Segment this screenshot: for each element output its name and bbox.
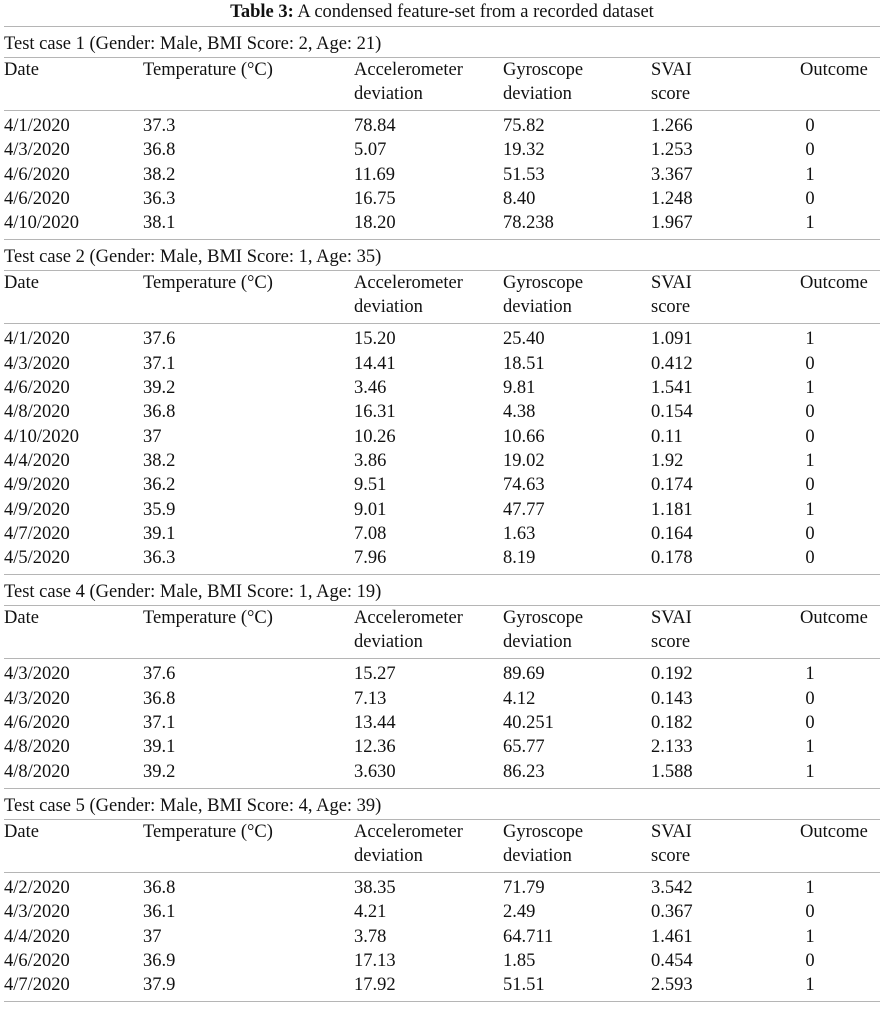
header-label: score [651, 297, 691, 318]
date-cell: 4/7/2020 [4, 975, 70, 996]
svai-cell: 3.542 [651, 877, 693, 898]
svai-cell: 0.367 [651, 902, 693, 923]
gyroscope-cell: 18.51 [503, 353, 545, 374]
header-label: Gyroscope [503, 608, 584, 629]
header-accelerometer [354, 606, 463, 654]
header-svai [651, 820, 692, 868]
accelerometer-cell: 15.20 [354, 329, 396, 350]
header-date [4, 820, 39, 844]
header-gyroscope [503, 606, 583, 654]
table-row [0, 376, 884, 400]
accelerometer-cell: 4.21 [354, 902, 387, 923]
header-label: deviation [503, 845, 572, 866]
gyroscope-cell: 65.77 [503, 737, 545, 758]
test-case-title: Test case 1 (Gender: Male, BMI Score: 2, Age: 21) [4, 34, 382, 54]
header-temperature [143, 606, 273, 630]
caption-text: A condensed feature-set from a recorded dataset [293, 2, 654, 22]
date-cell: 4/10/2020 [4, 213, 80, 234]
gyroscope-cell: 19.32 [503, 140, 545, 161]
table-row [0, 522, 884, 546]
svai-cell: 1.253 [651, 140, 693, 161]
outcome-cell: 0 [805, 548, 815, 569]
table-row [0, 187, 884, 211]
gyroscope-cell: 2.49 [503, 902, 536, 923]
gyroscope-cell: 8.19 [503, 548, 536, 569]
outcome-cell: 1 [805, 213, 815, 234]
feature-table [0, 26, 884, 1002]
temperature-cell: 37.9 [143, 975, 176, 996]
gyroscope-cell: 71.79 [503, 877, 545, 898]
temperature-cell: 38.2 [143, 164, 176, 185]
temperature-cell: 36.2 [143, 475, 176, 496]
accelerometer-cell: 11.69 [354, 164, 395, 185]
header-accelerometer [354, 58, 463, 106]
outcome-cell: 0 [805, 523, 815, 544]
column-header-row [0, 606, 884, 658]
table-row [0, 138, 884, 162]
header-label: deviation [354, 297, 423, 318]
svai-cell: 3.367 [651, 164, 693, 185]
accelerometer-cell: 38.35 [354, 877, 396, 898]
table-row [0, 711, 884, 735]
svai-cell: 0.11 [651, 426, 683, 447]
outcome-cell: 0 [805, 426, 815, 447]
header-label: score [651, 84, 691, 104]
header-temperature [143, 271, 273, 295]
accelerometer-cell: 3.630 [354, 761, 396, 782]
temperature-cell: 36.8 [143, 877, 176, 898]
header-outcome [800, 820, 868, 844]
svai-cell: 0.164 [651, 523, 693, 544]
svai-cell: 0.154 [651, 402, 693, 423]
header-label: Accelerometer [354, 821, 463, 842]
date-cell: 4/6/2020 [4, 713, 70, 734]
gyroscope-cell: 1.63 [503, 523, 536, 544]
date-cell: 4/3/2020 [4, 353, 70, 374]
accelerometer-cell: 16.31 [354, 402, 396, 423]
header-label: Temperature (°C) [143, 608, 273, 629]
outcome-cell: 0 [805, 402, 815, 423]
temperature-cell: 36.1 [143, 902, 176, 923]
gyroscope-cell: 19.02 [503, 450, 545, 471]
header-date [4, 606, 39, 630]
header-label: score [651, 632, 691, 653]
date-cell: 4/10/2020 [4, 426, 80, 447]
header-label: deviation [354, 845, 423, 866]
header-label: Gyroscope [503, 821, 584, 842]
header-label: Outcome [800, 821, 868, 842]
table-row [0, 925, 884, 949]
accelerometer-cell: 17.13 [354, 950, 396, 971]
outcome-cell: 1 [805, 737, 815, 758]
outcome-cell: 1 [805, 329, 815, 350]
gyroscope-cell: 4.38 [503, 402, 536, 423]
temperature-cell: 36.8 [143, 688, 176, 709]
header-accelerometer [354, 271, 463, 319]
header-label: deviation [503, 84, 572, 104]
test-case-section [0, 788, 884, 1001]
svai-cell: 0.412 [651, 353, 693, 374]
svai-cell: 0.174 [651, 475, 693, 496]
accelerometer-cell: 16.75 [354, 188, 396, 209]
table-row [0, 425, 884, 449]
date-cell: 4/7/2020 [4, 523, 70, 544]
header-label: deviation [503, 297, 572, 318]
header-label: Accelerometer [354, 60, 463, 80]
header-gyroscope [503, 820, 583, 868]
test-case-title: Test case 2 (Gender: Male, BMI Score: 1, Age: 35) [4, 247, 382, 268]
date-cell: 4/6/2020 [4, 378, 70, 399]
header-label: deviation [503, 632, 572, 653]
accelerometer-cell: 3.78 [354, 926, 387, 947]
accelerometer-cell: 17.92 [354, 975, 396, 996]
gyroscope-cell: 51.51 [503, 975, 545, 996]
test-case-section [0, 26, 884, 239]
accelerometer-cell: 3.46 [354, 378, 387, 399]
svai-cell: 1.266 [651, 116, 693, 136]
test-case-section [0, 239, 884, 574]
temperature-cell: 39.2 [143, 378, 176, 399]
test-case-title: Test case 5 (Gender: Male, BMI Score: 4, Age: 39) [4, 795, 382, 816]
temperature-cell: 37.1 [143, 353, 176, 374]
date-cell: 4/3/2020 [4, 664, 70, 685]
svai-cell: 1.181 [651, 499, 693, 520]
accelerometer-cell: 9.51 [354, 475, 387, 496]
header-svai [651, 58, 692, 106]
date-cell: 4/6/2020 [4, 188, 70, 209]
table-row [0, 949, 884, 973]
table-row [0, 400, 884, 424]
outcome-cell: 1 [805, 761, 815, 782]
test-case-section [0, 574, 884, 787]
date-cell: 4/4/2020 [4, 450, 70, 471]
date-cell: 4/8/2020 [4, 761, 70, 782]
temperature-cell: 39.1 [143, 523, 176, 544]
svai-cell: 2.133 [651, 737, 693, 758]
header-label: SVAI [651, 273, 692, 294]
table-row [0, 735, 884, 759]
accelerometer-cell: 12.36 [354, 737, 396, 758]
gyroscope-cell: 10.66 [503, 426, 545, 447]
table-row [0, 662, 884, 686]
svai-cell: 1.588 [651, 761, 693, 782]
header-label: Temperature (°C) [143, 273, 273, 294]
column-header-row [0, 820, 884, 872]
table-row [0, 473, 884, 497]
outcome-cell: 1 [805, 664, 815, 685]
date-cell: 4/1/2020 [4, 116, 70, 136]
gyroscope-cell: 4.12 [503, 688, 536, 709]
header-label: Accelerometer [354, 608, 463, 629]
svai-cell: 0.143 [651, 688, 693, 709]
table-row [0, 449, 884, 473]
temperature-cell: 36.3 [143, 188, 176, 209]
header-temperature [143, 58, 273, 82]
gyroscope-cell: 25.40 [503, 329, 545, 350]
svai-cell: 0.192 [651, 664, 693, 685]
temperature-cell: 37 [143, 426, 162, 447]
svai-cell: 1.967 [651, 213, 693, 234]
column-header-row [0, 58, 884, 110]
header-label: Gyroscope [503, 273, 584, 294]
header-outcome [800, 271, 868, 295]
header-label: Temperature (°C) [143, 60, 273, 80]
gyroscope-cell: 1.85 [503, 950, 536, 971]
header-label: Gyroscope [503, 60, 584, 80]
outcome-cell: 0 [805, 353, 815, 374]
temperature-cell: 37.3 [143, 116, 176, 136]
svai-cell: 0.182 [651, 713, 693, 734]
header-outcome [800, 606, 868, 630]
header-label: SVAI [651, 821, 692, 842]
gyroscope-cell: 47.77 [503, 499, 545, 520]
temperature-cell: 36.8 [143, 402, 176, 423]
gyroscope-cell: 74.63 [503, 475, 545, 496]
gyroscope-cell: 75.82 [503, 116, 545, 136]
accelerometer-cell: 78.84 [354, 116, 396, 136]
header-date [4, 58, 39, 82]
header-svai [651, 271, 692, 319]
header-label: SVAI [651, 60, 692, 80]
date-cell: 4/8/2020 [4, 737, 70, 758]
temperature-cell: 37.6 [143, 664, 176, 685]
svai-cell: 1.461 [651, 926, 693, 947]
temperature-cell: 36.3 [143, 548, 176, 569]
gyroscope-cell: 40.251 [503, 713, 554, 734]
header-label: Outcome [800, 608, 868, 629]
table-row [0, 498, 884, 522]
temperature-cell: 38.1 [143, 213, 176, 234]
date-cell: 4/3/2020 [4, 902, 70, 923]
header-label: Temperature (°C) [143, 821, 273, 842]
table-bottom-rule [4, 1001, 880, 1002]
svai-cell: 0.454 [651, 950, 693, 971]
header-accelerometer [354, 820, 463, 868]
header-label: Date [4, 60, 39, 80]
accelerometer-cell: 7.13 [354, 688, 387, 709]
gyroscope-cell: 9.81 [503, 378, 536, 399]
date-cell: 4/9/2020 [4, 475, 70, 496]
date-cell: 4/6/2020 [4, 164, 70, 185]
table-row [0, 114, 884, 138]
outcome-cell: 1 [805, 975, 815, 996]
section-rows [0, 873, 884, 1001]
gyroscope-cell: 8.40 [503, 188, 536, 209]
section-rows [0, 324, 884, 574]
table-caption [0, 0, 884, 26]
date-cell: 4/1/2020 [4, 329, 70, 350]
temperature-cell: 36.9 [143, 950, 176, 971]
gyroscope-cell: 51.53 [503, 164, 545, 185]
accelerometer-cell: 18.20 [354, 213, 396, 234]
header-label: score [651, 845, 691, 866]
date-cell: 4/8/2020 [4, 402, 70, 423]
outcome-cell: 0 [805, 116, 815, 136]
table-row [0, 546, 884, 570]
table-row [0, 973, 884, 997]
svai-cell: 1.541 [651, 378, 693, 399]
section-rows [0, 111, 884, 239]
outcome-cell: 0 [805, 475, 815, 496]
svai-cell: 1.091 [651, 329, 693, 350]
accelerometer-cell: 3.86 [354, 450, 387, 471]
outcome-cell: 0 [805, 188, 815, 209]
temperature-cell: 37 [143, 926, 162, 947]
outcome-cell: 1 [805, 926, 815, 947]
svai-cell: 1.92 [651, 450, 684, 471]
outcome-cell: 0 [805, 713, 815, 734]
temperature-cell: 36.8 [143, 140, 176, 161]
outcome-cell: 1 [805, 164, 815, 185]
date-cell: 4/5/2020 [4, 548, 70, 569]
header-label: deviation [354, 84, 423, 104]
temperature-cell: 38.2 [143, 450, 176, 471]
header-label: Date [4, 608, 39, 629]
table-row [0, 876, 884, 900]
table-row [0, 163, 884, 187]
temperature-cell: 37.1 [143, 713, 176, 734]
date-cell: 4/6/2020 [4, 950, 70, 971]
header-svai [651, 606, 692, 654]
header-label: Date [4, 273, 39, 294]
outcome-cell: 0 [805, 902, 815, 923]
temperature-cell: 35.9 [143, 499, 176, 520]
temperature-cell: 37.6 [143, 329, 176, 350]
table-row [0, 687, 884, 711]
table-row [0, 900, 884, 924]
table-row [0, 352, 884, 376]
header-gyroscope [503, 271, 583, 319]
header-label: SVAI [651, 608, 692, 629]
caption-label: Table 3: [230, 2, 294, 22]
outcome-cell: 1 [805, 450, 815, 471]
temperature-cell: 39.2 [143, 761, 176, 782]
gyroscope-cell: 78.238 [503, 213, 554, 234]
header-label: deviation [354, 632, 423, 653]
accelerometer-cell: 9.01 [354, 499, 387, 520]
section-rows [0, 659, 884, 787]
header-label: Accelerometer [354, 273, 463, 294]
column-header-row [0, 271, 884, 323]
outcome-cell: 1 [805, 877, 815, 898]
date-cell: 4/2/2020 [4, 877, 70, 898]
header-date [4, 271, 39, 295]
header-temperature [143, 820, 273, 844]
table-row [0, 327, 884, 351]
date-cell: 4/3/2020 [4, 140, 70, 161]
accelerometer-cell: 10.26 [354, 426, 396, 447]
svai-cell: 1.248 [651, 188, 693, 209]
gyroscope-cell: 86.23 [503, 761, 545, 782]
header-label: Outcome [800, 273, 868, 294]
accelerometer-cell: 7.08 [354, 523, 387, 544]
temperature-cell: 39.1 [143, 737, 176, 758]
accelerometer-cell: 5.07 [354, 140, 387, 161]
header-label: Date [4, 821, 39, 842]
outcome-cell: 1 [805, 499, 815, 520]
accelerometer-cell: 14.41 [354, 353, 396, 374]
header-label: Outcome [800, 60, 868, 80]
table-row [0, 760, 884, 784]
gyroscope-cell: 89.69 [503, 664, 545, 685]
date-cell: 4/9/2020 [4, 499, 70, 520]
header-gyroscope [503, 58, 583, 106]
outcome-cell: 0 [805, 688, 815, 709]
date-cell: 4/4/2020 [4, 926, 70, 947]
header-outcome [800, 58, 868, 82]
accelerometer-cell: 7.96 [354, 548, 387, 569]
table-row [0, 211, 884, 235]
test-case-title: Test case 4 (Gender: Male, BMI Score: 1, Age: 19) [4, 582, 382, 603]
gyroscope-cell: 64.711 [503, 926, 554, 947]
accelerometer-cell: 13.44 [354, 713, 396, 734]
outcome-cell: 0 [805, 950, 815, 971]
accelerometer-cell: 15.27 [354, 664, 396, 685]
svai-cell: 0.178 [651, 548, 693, 569]
svai-cell: 2.593 [651, 975, 693, 996]
outcome-cell: 0 [805, 140, 815, 161]
date-cell: 4/3/2020 [4, 688, 70, 709]
outcome-cell: 1 [805, 378, 815, 399]
